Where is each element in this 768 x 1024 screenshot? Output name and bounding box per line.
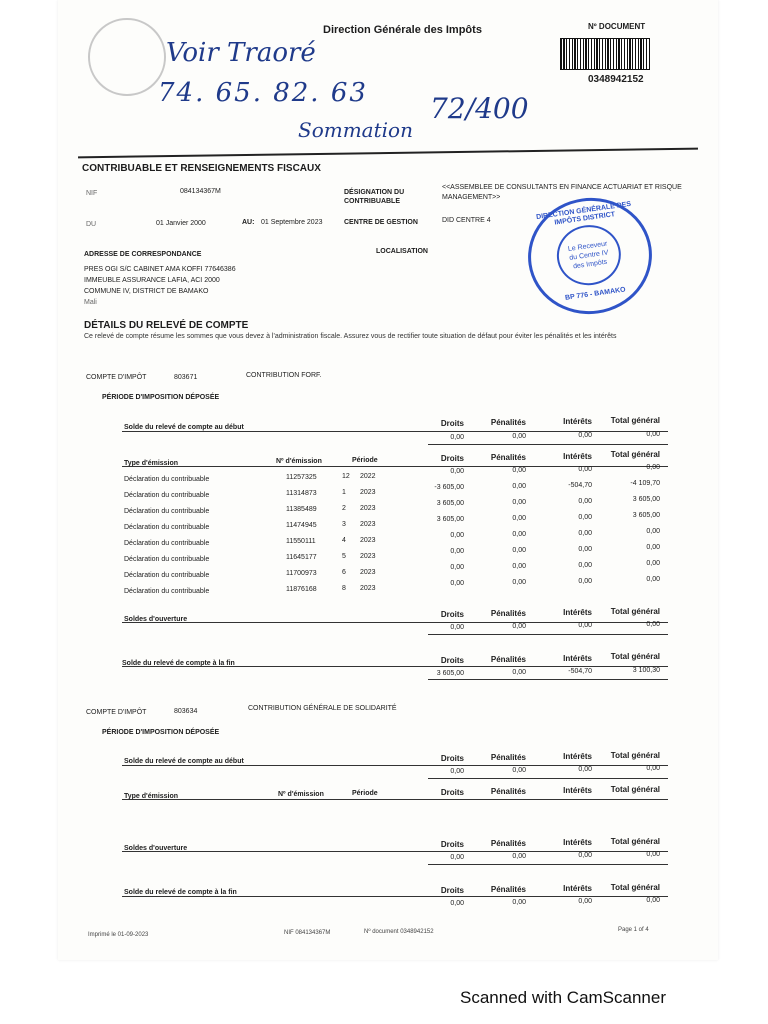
table-row-num: 11474945 (286, 522, 317, 529)
nif-label: NIF (86, 190, 98, 197)
table-row-type: Déclaration du contribuable (124, 476, 210, 483)
table-row-penalites: 0,00 (512, 547, 526, 554)
table-row-month: 12 (342, 473, 350, 480)
table-row-penalites: 0,00 (512, 579, 526, 586)
centre-label: CENTRE DE GESTION (344, 219, 418, 226)
account-name: CONTRIBUTION FORF. (246, 372, 322, 379)
table-row-num: 11550111 (286, 538, 316, 545)
handwritten-name: Voir Traoré (166, 38, 316, 68)
taxpayer-section-title: CONTRIBUABLE ET RENSEIGNEMENTS FISCAUX (82, 163, 321, 174)
table-row-type: Déclaration du contribuable (124, 492, 210, 499)
opening-balance-label: Soldes d'ouverture (124, 616, 188, 623)
end-interets: -504,70 (568, 668, 592, 675)
col-interets: Intérêts (563, 752, 592, 761)
col-total: Total général (610, 607, 660, 616)
account-label: COMPTE D'IMPÔT (86, 374, 147, 381)
footer-nif: NIF 084134367M (284, 930, 331, 936)
start-total: 0,00 (646, 765, 660, 772)
designation-label: DÉSIGNATION DU CONTRIBUABLE (344, 189, 405, 205)
table-row-year: 2023 (360, 505, 376, 512)
col-num: Nº d'émission (278, 791, 324, 798)
period-to-label: AU: (242, 219, 255, 226)
stamp-bottom-text: BP 776 - BAMAKO (564, 286, 627, 302)
col-penalites: Pénalités (490, 787, 526, 796)
footer-doc: Nº document 0348942152 (364, 929, 434, 935)
footer-printed: Imprimé le 01-09-2023 (88, 932, 149, 938)
address-line: IMMEUBLE ASSURANCE LAFIA, ACI 2000 (84, 277, 220, 284)
end-total: 0,00 (646, 897, 660, 904)
handwritten-word: Sommation (298, 118, 413, 142)
opening-interets: 0,00 (578, 852, 592, 859)
table-row-droits: 0,00 (450, 532, 464, 539)
col-total: Total général (610, 883, 660, 892)
table-row-month: 4 (342, 537, 346, 544)
col-total: Total général (610, 837, 660, 846)
col-droits: Droits (440, 886, 464, 895)
start-interets: 0,00 (578, 432, 592, 439)
period-label: PÉRIODE D'IMPOSITION DÉPOSÉE (102, 394, 220, 401)
col-num: Nº d'émission (276, 458, 322, 465)
col-interets: Intérêts (563, 608, 592, 617)
handwritten-code: 72/400 (430, 92, 529, 125)
col-penalites: Pénalités (490, 753, 526, 762)
opening-interets: 0,00 (578, 622, 592, 629)
table-row-interets: 0,00 (578, 546, 592, 553)
col-periode: Période (352, 457, 378, 464)
col-penalites: Pénalités (490, 453, 526, 462)
table-row-year: 2023 (360, 553, 376, 560)
official-stamp (521, 190, 660, 322)
start-droits: 0,00 (450, 434, 464, 441)
table-row-num: 11314873 (286, 490, 317, 497)
address-line: Mali (84, 299, 97, 306)
table-rule (428, 634, 668, 635)
opening-balance-label: Soldes d'ouverture (124, 845, 188, 852)
opening-penalites: 0,00 (512, 623, 526, 630)
faded-seal (88, 18, 166, 96)
end-droits: 3 605,00 (436, 670, 464, 677)
col-droits: Droits (440, 656, 464, 665)
table-row-num: 11385489 (286, 506, 317, 513)
stamp-line: des Impôts (572, 258, 608, 270)
col-interets: Intérêts (563, 452, 592, 461)
localisation-label: LOCALISATION (376, 248, 428, 255)
start-penalites: 0,00 (512, 767, 526, 774)
header-row-droits: 0,00 (450, 468, 464, 475)
col-droits: Droits (440, 788, 464, 797)
table-row-penalites: 0,00 (512, 499, 526, 506)
col-total: Total général (610, 785, 660, 794)
table-row-total: 0,00 (646, 544, 660, 551)
col-type: Type d'émission (124, 793, 179, 800)
table-rule (122, 666, 668, 667)
col-droits: Droits (440, 754, 464, 763)
address-label: ADRESSE DE CORRESPONDANCE (84, 251, 202, 258)
stamp-line: Le Receveur (567, 240, 608, 253)
table-row-penalites: 0,00 (512, 531, 526, 538)
table-row-num: 11257325 (286, 474, 317, 481)
handwritten-phone: 74. 65. 82. 63 (158, 78, 368, 108)
table-row-type: Déclaration du contribuable (124, 540, 210, 547)
table-row-total: 0,00 (646, 560, 660, 567)
table-row-total: 0,00 (646, 576, 660, 583)
table-rule (428, 444, 668, 445)
col-total: Total général (610, 652, 660, 661)
end-interets: 0,00 (578, 898, 592, 905)
table-row-num: 11700973 (286, 570, 317, 577)
table-row-month: 3 (342, 521, 346, 528)
table-row-droits: 0,00 (450, 548, 464, 555)
end-penalites: 0,00 (512, 899, 526, 906)
period-from-value: 01 Janvier 2000 (156, 220, 206, 227)
stamp-ring-text: DIRECTION GÉNÉRALE DES IMPÔTS DISTRICT (535, 200, 632, 227)
address-line: PRES OGI S/C CABINET AMA KOFFI 77646386 (84, 266, 236, 273)
opening-total: 0,00 (646, 851, 660, 858)
nif-value: 084134367M (180, 188, 221, 195)
col-droits: Droits (440, 419, 464, 428)
col-droits: Droits (440, 610, 464, 619)
table-row-interets: 0,00 (578, 562, 592, 569)
account-name: CONTRIBUTION GÉNÉRALE DE SOLIDARITÉ (248, 705, 397, 712)
col-total: Total général (610, 450, 660, 459)
doc-number: 0348942152 (588, 74, 644, 85)
table-row-droits: 0,00 (450, 580, 464, 587)
table-row-year: 2023 (360, 521, 376, 528)
table-row-interets: 0,00 (578, 514, 592, 521)
col-penalites: Pénalités (490, 885, 526, 894)
end-balance-label: Solde du relevé de compte à la fin (124, 889, 237, 896)
account-number: 803634 (174, 708, 198, 715)
table-row-num: 11645177 (286, 554, 317, 561)
col-interets: Intérêts (563, 884, 592, 893)
col-interets: Intérêts (563, 417, 592, 426)
table-row-droits: 0,00 (450, 564, 464, 571)
table-row-month: 6 (342, 569, 346, 576)
opening-droits: 0,00 (450, 624, 464, 631)
table-row-year: 2022 (360, 473, 376, 480)
header-row-interets: 0,00 (578, 466, 592, 473)
table-row-droits: 3 605,00 (436, 500, 464, 507)
col-penalites: Pénalités (490, 609, 526, 618)
col-droits: Droits (440, 454, 464, 463)
stamp-line: du Centre IV (568, 248, 609, 262)
col-total: Total général (610, 751, 660, 760)
table-row-type: Déclaration du contribuable (124, 508, 210, 515)
footer-page: Page 1 of 4 (618, 927, 649, 933)
table-row-type: Déclaration du contribuable (124, 524, 210, 531)
table-row-type: Déclaration du contribuable (124, 572, 210, 579)
stamp-center (553, 221, 625, 289)
table-row-droits: -3 605,00 (434, 484, 464, 491)
table-row-penalites: 0,00 (512, 515, 526, 522)
col-type: Type d'émission (124, 460, 179, 467)
table-row-total: -4 109,70 (630, 480, 660, 487)
start-balance-label: Solde du relevé de compte au début (124, 758, 244, 765)
barcode (560, 38, 650, 70)
details-title: DÉTAILS DU RELEVÉ DE COMPTE (84, 320, 249, 331)
period-to-value: 01 Septembre 2023 (261, 219, 323, 226)
table-row-droits: 3 605,00 (436, 516, 464, 523)
table-row-penalites: 0,00 (512, 483, 526, 490)
account-number: 803671 (174, 374, 198, 381)
end-droits: 0,00 (450, 900, 464, 907)
table-row-year: 2023 (360, 537, 376, 544)
table-row-year: 2023 (360, 585, 376, 592)
address-line: COMMUNE IV, DISTRICT DE BAMAKO (84, 288, 209, 295)
table-row-month: 2 (342, 505, 346, 512)
start-balance-label: Solde du relevé de compte au début (124, 424, 244, 431)
table-row-total: 3 605,00 (632, 512, 660, 519)
opening-penalites: 0,00 (512, 853, 526, 860)
table-row-total: 3 605,00 (632, 496, 660, 503)
table-row-interets: 0,00 (578, 578, 592, 585)
col-interets: Intérêts (563, 654, 592, 663)
account-label: COMPTE D'IMPÔT (86, 709, 147, 716)
col-penalites: Pénalités (490, 655, 526, 664)
opening-total: 0,00 (646, 621, 660, 628)
col-penalites: Pénalités (490, 839, 526, 848)
table-row-total: 0,00 (646, 528, 660, 535)
details-intro: Ce relevé de compte résume les sommes que vous devez à l'administration fiscale. Assurez vous de rectifier toute situation de défaut pour éviter les pénalités et les intérêts (84, 333, 617, 340)
col-droits: Droits (440, 840, 464, 849)
header-row-penalites: 0,00 (512, 467, 526, 474)
start-interets: 0,00 (578, 766, 592, 773)
col-periode: Période (352, 790, 378, 797)
col-interets: Intérêts (563, 838, 592, 847)
table-row-penalites: 0,00 (512, 563, 526, 570)
table-rule (428, 778, 668, 779)
header-row-total: 0,00 (646, 464, 660, 471)
col-interets: Intérêts (563, 786, 592, 795)
start-total: 0,00 (646, 431, 660, 438)
agency-title: Direction Générale des Impôts (323, 24, 482, 36)
table-row-year: 2023 (360, 489, 376, 496)
document-page (58, 0, 718, 960)
table-row-month: 1 (342, 489, 346, 496)
col-total: Total général (610, 416, 660, 425)
header-rule (78, 148, 698, 159)
period-label: PÉRIODE D'IMPOSITION DÉPOSÉE (102, 729, 220, 736)
table-rule (122, 896, 668, 897)
table-rule (428, 679, 668, 680)
designation-value: <<ASSEMBLEE DE CONSULTANTS EN FINANCE ACTUARIAT ET RISQUE MANAGEMENT>> (442, 184, 682, 201)
doc-number-label: Nº DOCUMENT (588, 22, 646, 31)
table-row-interets: 0,00 (578, 530, 592, 537)
centre-value: DID CENTRE 4 (442, 217, 491, 224)
opening-droits: 0,00 (450, 854, 464, 861)
table-rule (122, 799, 668, 800)
table-row-month: 8 (342, 585, 346, 592)
period-from-label: DU (86, 221, 97, 228)
table-row-month: 5 (342, 553, 346, 560)
end-balance-label: Solde du relevé de compte à la fin (122, 660, 235, 667)
start-droits: 0,00 (450, 768, 464, 775)
col-penalites: Pénalités (490, 418, 526, 427)
scanner-watermark: Scanned with CamScanner (460, 988, 667, 1007)
end-penalites: 0,00 (512, 669, 526, 676)
table-rule (428, 864, 668, 865)
table-row-interets: -504,70 (568, 482, 592, 489)
end-total: 3 100,30 (632, 667, 660, 674)
table-row-interets: 0,00 (578, 498, 592, 505)
table-row-num: 11876168 (286, 586, 317, 593)
start-penalites: 0,00 (512, 433, 526, 440)
table-row-type: Déclaration du contribuable (124, 556, 210, 563)
table-row-year: 2023 (360, 569, 376, 576)
table-row-type: Déclaration du contribuable (124, 588, 210, 595)
